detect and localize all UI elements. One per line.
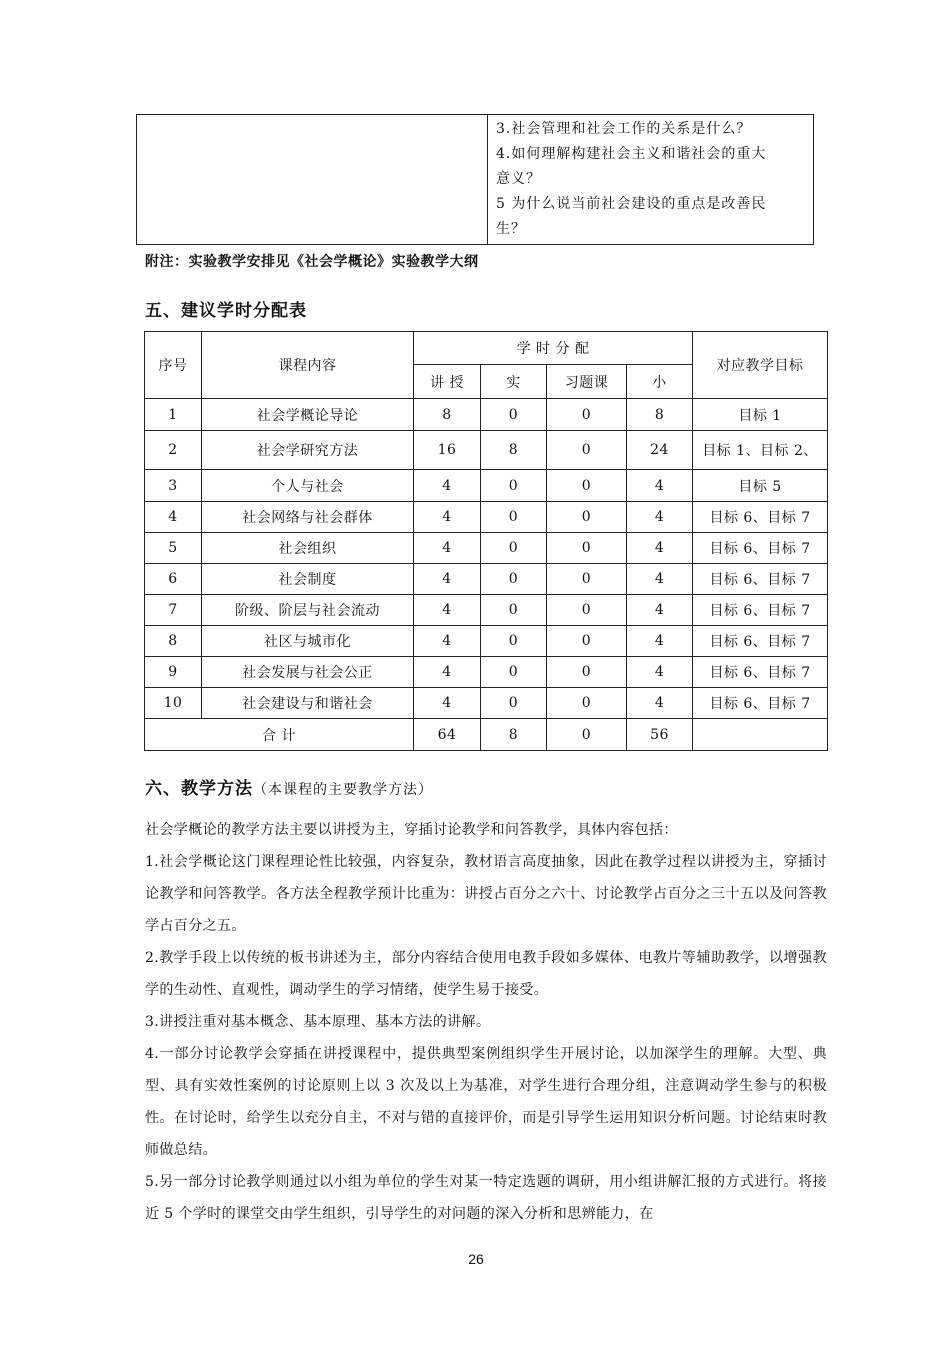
cell-goals: 目标 6、目标 7: [693, 657, 828, 688]
cell-lab: 0: [481, 595, 547, 626]
section5-heading: 五、建议学时分配表: [145, 301, 307, 321]
question-line: 生？: [496, 221, 526, 237]
cell-lab: 0: [481, 399, 547, 431]
cell-seq: 9: [145, 657, 202, 688]
cell-subtotal: 4: [627, 688, 693, 719]
cell-lecture: 4: [414, 688, 481, 719]
cell-subtotal: 8: [627, 399, 693, 431]
cell-subtotal: 4: [627, 595, 693, 626]
cell-seq: 7: [145, 595, 202, 626]
cell-subtotal: 4: [627, 657, 693, 688]
cell-lab: 0: [481, 626, 547, 657]
table-row: [145, 657, 828, 688]
cell-content: 社会学概论导论: [202, 399, 414, 431]
cell-lecture: 4: [414, 657, 481, 688]
cell-goals: 目标 6、目标 7: [693, 564, 828, 595]
cell-subtotal: 4: [627, 564, 693, 595]
cell-subtotal: 4: [627, 626, 693, 657]
cell-goals: 目标 1、目标 2、: [693, 431, 828, 470]
question-line: 意义？: [496, 171, 541, 187]
cell-content: 社区与城市化: [202, 626, 414, 657]
header-subtotal: 小: [627, 365, 693, 399]
table-row: [145, 688, 828, 719]
paragraph: 1.社会学概论这门课程理论性比较强，内容复杂，教材语言高度抽象，因此在教学过程以讲授为主，穿插讨论教学和问答教学。各方法全程教学预计比重为：讲授占百分之六十、讨论教学占百分之三十五以及问答教学占百分之五。: [145, 854, 827, 934]
hours-table: [144, 331, 828, 751]
cell-content: 社会建设与和谐社会: [202, 688, 414, 719]
table-row: [145, 595, 828, 626]
cell-lab: 0: [481, 470, 547, 502]
cell-lab: 0: [481, 502, 547, 533]
cell-seq: 4: [145, 502, 202, 533]
cell-exercise: 0: [547, 502, 627, 533]
cell-content: 个人与社会: [202, 470, 414, 502]
paragraph: 2.教学手段上以传统的板书讲述为主，部分内容结合使用电教手段如多媒体、电教片等辅助教学，以增强教学的生动性、直观性，调动学生的学习情绪，使学生易于接受。: [145, 950, 827, 998]
cell-subtotal: 24: [627, 431, 693, 470]
cell-goals: 目标 6、目标 7: [693, 502, 828, 533]
cell-lecture: 4: [414, 502, 481, 533]
cell-content: 阶级、阶层与社会流动: [202, 595, 414, 626]
questions-table: [136, 114, 814, 245]
total-subtotal: 56: [627, 719, 693, 751]
cell-seq: 3: [145, 470, 202, 502]
appendix-note: 附注：实验教学安排见《社会学概论》实验教学大纲: [145, 254, 479, 270]
cell-exercise: 0: [547, 688, 627, 719]
question-line: 5 为什么说当前社会建设的重点是改善民: [496, 196, 767, 212]
table-row: [145, 470, 828, 502]
cell-lecture: 4: [414, 470, 481, 502]
cell-lecture: 4: [414, 533, 481, 564]
cell-content: 社会发展与社会公正: [202, 657, 414, 688]
header-exercise: 习题课: [547, 365, 627, 399]
table-row: [145, 533, 828, 564]
table-row: [145, 399, 828, 431]
question-line: 4.如何理解构建社会主义和谐社会的重大: [496, 146, 767, 162]
header-content: 课程内容: [202, 332, 414, 399]
cell-exercise: 0: [547, 595, 627, 626]
header-lecture: 讲 授: [414, 365, 481, 399]
cell-seq: 5: [145, 533, 202, 564]
cell-exercise: 0: [547, 564, 627, 595]
table-row: [145, 564, 828, 595]
header-seq: 序号: [145, 332, 202, 399]
cell-lab: 0: [481, 564, 547, 595]
cell-seq: 6: [145, 564, 202, 595]
cell-lecture: 4: [414, 595, 481, 626]
page-number: 26: [468, 1251, 484, 1267]
cell-goals: 目标 6、目标 7: [693, 688, 828, 719]
cell-lab: 0: [481, 688, 547, 719]
cell-exercise: 0: [547, 399, 627, 431]
questions-cell: [488, 115, 814, 245]
total-lab: 8: [481, 719, 547, 751]
cell-lecture: 4: [414, 626, 481, 657]
cell-subtotal: 4: [627, 470, 693, 502]
cell-exercise: 0: [547, 533, 627, 564]
cell-lecture: 16: [414, 431, 481, 470]
cell-seq: 8: [145, 626, 202, 657]
cell-goals: 目标 6、目标 7: [693, 626, 828, 657]
empty-cell: [137, 115, 488, 245]
header-goals: 对应教学目标: [693, 332, 828, 399]
table-row: [145, 626, 828, 657]
cell-seq: 1: [145, 399, 202, 431]
section6-heading: [145, 774, 433, 799]
table-row: [145, 502, 828, 533]
cell-content: 社会制度: [202, 564, 414, 595]
cell-goals: 目标 5: [693, 470, 828, 502]
cell-content: 社会网络与社会群体: [202, 502, 414, 533]
cell-goals: 目标 6、目标 7: [693, 533, 828, 564]
total-lecture: 64: [414, 719, 481, 751]
cell-subtotal: 4: [627, 533, 693, 564]
cell-content: 社会组织: [202, 533, 414, 564]
cell-lab: 0: [481, 657, 547, 688]
total-exercise: 0: [547, 719, 627, 751]
section6-subtitle: （本课程的主要教学方法）: [253, 782, 433, 798]
total-label: 合 计: [145, 719, 414, 751]
cell-lecture: 8: [414, 399, 481, 431]
header-hours-group: 学 时 分 配: [414, 332, 693, 365]
cell-exercise: 0: [547, 470, 627, 502]
header-lab: 实: [481, 365, 547, 399]
cell-lab: 8: [481, 431, 547, 470]
section6-title: 六、教学方法: [145, 779, 253, 799]
paragraph: 5.另一部分讨论教学则通过以小组为单位的学生对某一特定选题的调研，用小组讲解汇报的方式进行。将接近 5 个学时的课堂交由学生组织，引导学生的对问题的深入分析和思辨能力，在: [145, 1174, 827, 1222]
cell-lecture: 4: [414, 564, 481, 595]
teaching-method-text: [145, 814, 827, 1230]
paragraph: 3.讲授注重对基本概念、基本原理、基本方法的讲解。: [145, 1014, 491, 1030]
paragraph: 4.一部分讨论教学会穿插在讲授课程中，提供典型案例组织学生开展讨论，以加深学生的理解。大型、典型、具有实效性案例的讨论原则上以 3 次及以上为基准，对学生进行合理分组，注意调动学生参与的积极性。在讨论时，给学生以充分自主，不对与错的直接评价，而是引导学生运用知识分析问题。讨论结束时教师做总结。: [145, 1046, 827, 1158]
cell-lab: 0: [481, 533, 547, 564]
table-row: [145, 431, 828, 470]
cell-seq: 2: [145, 431, 202, 470]
cell-seq: 10: [145, 688, 202, 719]
cell-exercise: 0: [547, 657, 627, 688]
cell-content: 社会学研究方法: [202, 431, 414, 470]
cell-exercise: 0: [547, 626, 627, 657]
cell-goals: 目标 6、目标 7: [693, 595, 828, 626]
cell-exercise: 0: [547, 431, 627, 470]
total-goals: [693, 719, 828, 751]
cell-subtotal: 4: [627, 502, 693, 533]
question-line: 3.社会管理和社会工作的关系是什么？: [496, 121, 752, 137]
paragraph: 社会学概论的教学方法主要以讲授为主，穿插讨论教学和问答教学，具体内容包括：: [145, 822, 678, 838]
cell-goals: 目标 1: [693, 399, 828, 431]
